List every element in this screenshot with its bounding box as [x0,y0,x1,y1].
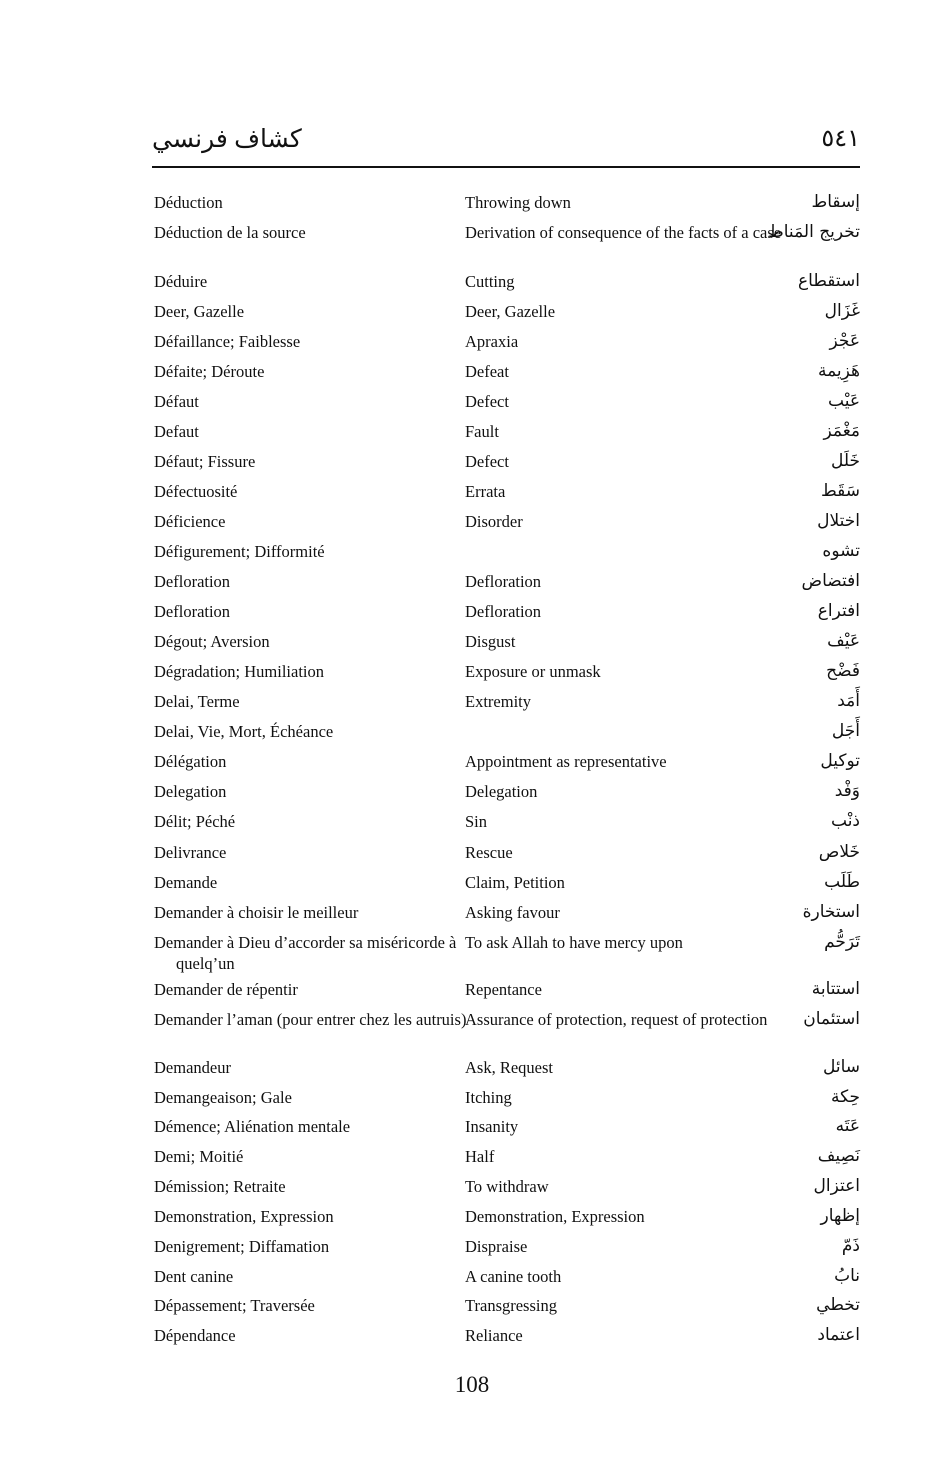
english-term: Apraxia [465,332,519,351]
english-term: Repentance [465,980,542,999]
french-term: Defloration [154,572,231,591]
page-title: كشاف فرنسي [152,126,302,153]
english-term: Errata [465,482,506,501]
arabic-term: غَزَال [824,301,860,321]
arabic-term: عَيْب [828,391,860,411]
english-term: Defeat [465,362,509,381]
arabic-term: إسقاط [811,192,860,212]
arabic-term: تَرَحُّم [824,932,860,952]
french-term: Déficience [154,512,226,531]
french-term: Défaite; Déroute [154,362,265,381]
arabic-term: نَصِيف [817,1146,860,1166]
french-term: Demander de répentir [154,980,298,999]
english-term: Defect [465,452,509,471]
french-term: Demande [154,873,218,892]
english-term: Delegation [465,782,538,801]
french-term: Demander l’aman (pour entrer chez les autruis) [154,1010,467,1029]
arabic-term: فَضْح [826,661,860,681]
arabic-term: إظهار [820,1206,860,1226]
arabic-term: ذَمّ [841,1236,860,1256]
english-term: Sin [465,812,488,831]
arabic-term: ذنْب [831,811,860,831]
english-term: Exposure or unmask [465,662,601,681]
english-term: Asking favour [465,903,560,922]
french-term: Delai, Terme [154,692,240,711]
arabic-term: خَلاص [818,842,860,862]
arabic-term: خَلَل [830,451,860,471]
english-term: Disorder [465,512,523,531]
arabic-term: استقطاع [798,271,860,291]
french-term: Déduction [154,193,223,212]
french-term: Défaut; Fissure [154,452,256,471]
english-term: Ask, Request [465,1058,553,1077]
english-term: Throwing down [465,193,571,212]
english-term: Appointment as representative [465,752,667,771]
english-term: Assurance of protection, request of protection [465,1010,768,1029]
arabic-term: اعتزال [813,1176,860,1196]
arabic-term: عَيْف [827,631,860,651]
english-term: Defloration [465,602,542,621]
english-term: To withdraw [465,1177,549,1196]
english-term: Cutting [465,272,515,291]
french-term: Délégation [154,752,227,771]
page-number: 108 [454,1372,490,1397]
arabic-term: تخطي [816,1295,860,1315]
french-term: Délit; Péché [154,812,236,831]
arabic-term: حِكة [830,1087,860,1107]
french-term: Défaillance; Faiblesse [154,332,301,351]
french-term: Dépassement; Traversée [154,1296,315,1315]
french-term: Défigurement; Difformité [154,542,325,561]
english-term: A canine tooth [465,1267,562,1286]
french-term: Delegation [154,782,227,801]
french-term: Défaut [154,392,199,411]
arabic-term: افتراع [817,601,860,621]
arabic-term: طَلَب [824,872,860,892]
page-number-arabic: ٥٤١ [821,126,860,152]
arabic-term: استئمان [803,1009,860,1029]
english-term: Transgressing [465,1296,557,1315]
english-term: Defect [465,392,509,411]
french-term: Demandeur [154,1058,231,1077]
french-term: Defloration [154,602,231,621]
arabic-term: نابُ [834,1266,860,1286]
french-term: Delai, Vie, Mort, Échéance [154,722,334,741]
arabic-term: استخارة [802,902,860,922]
french-term: Delivrance [154,843,227,862]
french-term: Dégradation; Humiliation [154,662,325,681]
english-term: To ask Allah to have mercy upon [465,933,683,952]
arabic-term: سائل [822,1057,860,1077]
french-term: Demander à choisir le meilleur [154,903,359,922]
french-term: Demi; Moitié [154,1147,244,1166]
french-term: Defaut [154,422,199,441]
french-term: Déduction de la source [154,223,306,242]
french-term: Demonstration, Expression [154,1207,334,1226]
arabic-term: اعتماد [817,1325,860,1345]
english-term: Extremity [465,692,531,711]
arabic-term: تخريج المَناط [768,222,860,242]
arabic-term: سَقَط [821,481,860,501]
arabic-term: هَزِيمة [817,361,860,381]
french-term: Démission; Retraite [154,1177,286,1196]
arabic-term: عَجْز [829,331,860,351]
arabic-term: عَتَه [835,1116,860,1136]
french-term: Démence; Aliénation mentale [154,1117,351,1136]
english-term: Disgust [465,632,516,651]
english-term: Deer, Gazelle [465,302,556,321]
arabic-term: توكيل [820,751,860,771]
french-term: Dépendance [154,1326,236,1345]
english-term: Itching [465,1088,512,1107]
english-term: Half [465,1147,495,1166]
english-term: Demonstration, Expression [465,1207,645,1226]
french-term: Deer, Gazelle [154,302,245,321]
english-term: Derivation of consequence of the facts of a case [465,223,782,242]
french-term: Denigrement; Diffamation [154,1237,330,1256]
french-term: Demangeaison; Gale [154,1088,292,1107]
english-term: Rescue [465,843,513,862]
arabic-term: استتابة [811,979,860,999]
french-term: Défectuosité [154,482,238,501]
french-term: Dégout; Aversion [154,632,270,651]
english-term: Reliance [465,1326,523,1345]
english-term: Insanity [465,1117,519,1136]
french-term: Dent canine [154,1267,234,1286]
arabic-term: تشوه [822,541,860,561]
arabic-term: أَمَد [837,691,860,711]
arabic-term: اختلال [817,511,860,531]
arabic-term: افتضاض [801,571,860,591]
french-term: Déduire [154,272,208,291]
english-term: Claim, Petition [465,873,565,892]
french-term: Demander à Dieu d’accorder sa miséricorde à quelq’un [154,933,457,973]
arabic-term: وَفْد [834,781,860,801]
arabic-term: أَجَل [831,721,860,741]
english-term: Defloration [465,572,542,591]
english-term: Fault [465,422,499,441]
english-term: Dispraise [465,1237,528,1256]
arabic-term: مَغْمَز [823,421,860,441]
